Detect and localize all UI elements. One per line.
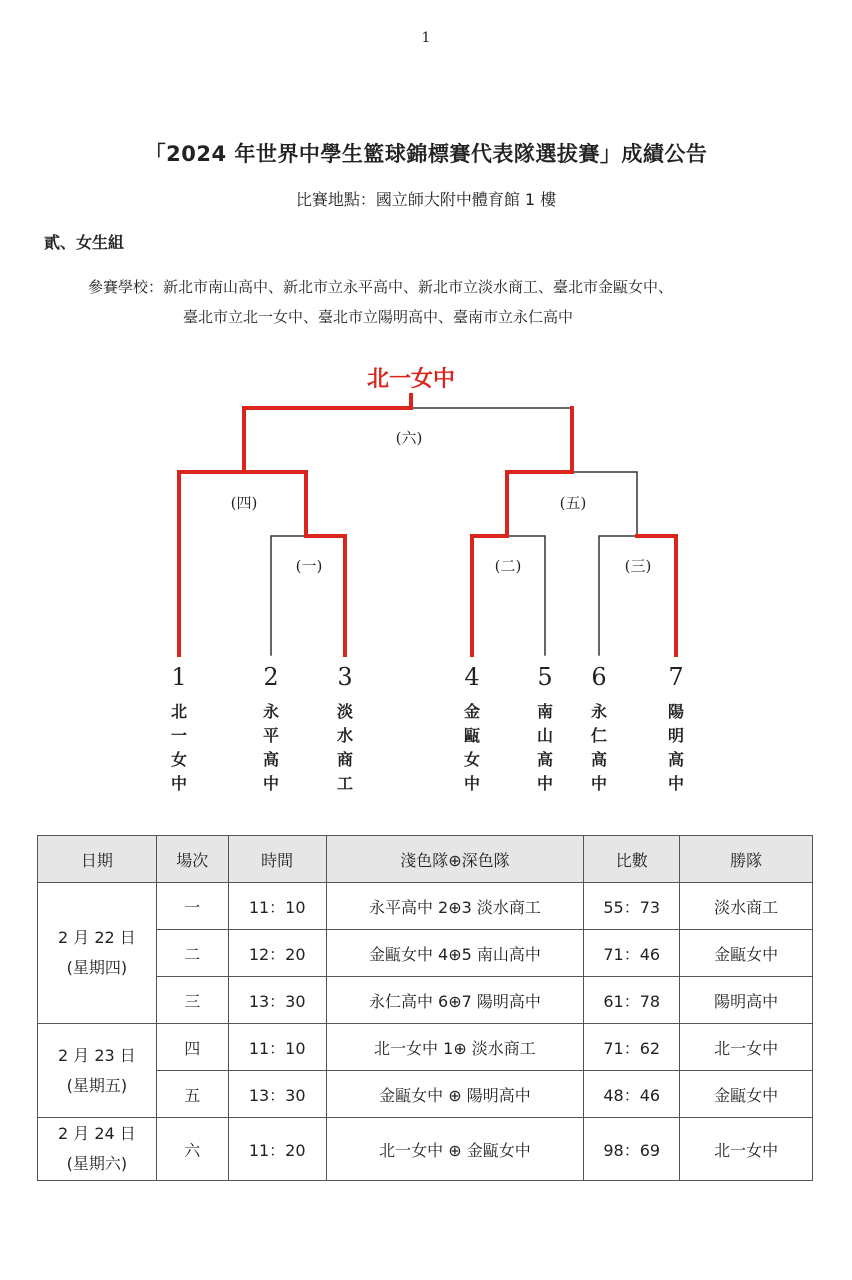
table-row bbox=[38, 883, 813, 930]
bracket-lines-loss bbox=[244, 408, 637, 655]
results-table bbox=[37, 835, 813, 1181]
champion-label: 北一女中 bbox=[366, 367, 455, 392]
header-score: 比數 bbox=[584, 836, 680, 883]
team-name-4: 金 甌 女 中 bbox=[463, 702, 480, 793]
game-cell: 五 bbox=[156, 1071, 228, 1118]
round-label-3: (三) bbox=[624, 557, 652, 575]
team-name-7: 陽 明 高 中 bbox=[667, 702, 684, 793]
score-cell: 71：62 bbox=[584, 1024, 680, 1071]
header-time: 時間 bbox=[228, 836, 326, 883]
page-number: 1 bbox=[421, 30, 431, 46]
schools-line-2: 臺北市立北一女中、臺北市立陽明高中、臺南市立永仁高中 bbox=[183, 308, 574, 326]
table-row bbox=[38, 1024, 813, 1071]
game-cell: 四 bbox=[156, 1024, 228, 1071]
seed-6: 6 bbox=[591, 663, 607, 691]
team-name-6: 永 仁 高 中 bbox=[590, 702, 607, 793]
venue: 比賽地點：國立師大附中體育館 1 樓 bbox=[295, 190, 557, 209]
game-cell: 一 bbox=[156, 883, 228, 930]
winner-cell: 金甌女中 bbox=[680, 1071, 813, 1118]
schools-line-1: 參賽學校：新北市南山高中、新北市立永平高中、新北市立淡水商工、臺北市金甌女中、 bbox=[88, 278, 674, 296]
winner-cell: 北一女中 bbox=[680, 1024, 813, 1071]
seed-2: 2 bbox=[263, 663, 279, 691]
match-cell: 永仁高中 6⊕7 陽明高中 bbox=[326, 977, 584, 1024]
round-label-4: (四) bbox=[230, 494, 258, 512]
match-cell: 金甌女中 4⊕5 南山高中 bbox=[326, 930, 584, 977]
table-row bbox=[38, 1118, 813, 1181]
tournament-bracket bbox=[0, 350, 852, 660]
time-cell: 13：30 bbox=[228, 977, 326, 1024]
game-cell: 三 bbox=[156, 977, 228, 1024]
match-cell: 北一女中 ⊕ 金甌女中 bbox=[326, 1118, 584, 1181]
section-heading: 貳、女生組 bbox=[44, 233, 125, 252]
page-title: 「2024 年世界中學生籃球錦標賽代表隊選拔賽」成績公告 bbox=[144, 142, 708, 166]
date-cell: 2 月 23 日 (星期五) bbox=[38, 1024, 157, 1118]
winner-cell: 北一女中 bbox=[680, 1118, 813, 1181]
time-cell: 11：10 bbox=[228, 883, 326, 930]
winner-cell: 陽明高中 bbox=[680, 977, 813, 1024]
date-cell: 2 月 22 日 (星期四) bbox=[38, 883, 157, 1024]
team-name-1: 北 一 女 中 bbox=[170, 702, 187, 793]
seed-3: 3 bbox=[337, 663, 353, 691]
time-cell: 12：20 bbox=[228, 930, 326, 977]
time-cell: 11：20 bbox=[228, 1118, 326, 1181]
header-date: 日期 bbox=[38, 836, 157, 883]
seed-5: 5 bbox=[537, 663, 553, 691]
score-cell: 48：46 bbox=[584, 1071, 680, 1118]
seed-4: 4 bbox=[464, 663, 480, 691]
team-name-3: 淡 水 商 工 bbox=[336, 702, 353, 793]
team-name-5: 南 山 高 中 bbox=[536, 702, 553, 793]
winner-cell: 金甌女中 bbox=[680, 930, 813, 977]
round-label-1: (一) bbox=[295, 557, 323, 575]
time-cell: 11：10 bbox=[228, 1024, 326, 1071]
seed-7: 7 bbox=[668, 663, 684, 691]
score-cell: 71：46 bbox=[584, 930, 680, 977]
score-cell: 55：73 bbox=[584, 883, 680, 930]
round-label-6: (六) bbox=[395, 429, 423, 447]
match-cell: 永平高中 2⊕3 淡水商工 bbox=[326, 883, 584, 930]
match-cell: 金甌女中 ⊕ 陽明高中 bbox=[326, 1071, 584, 1118]
game-cell: 六 bbox=[156, 1118, 228, 1181]
round-label-5: (五) bbox=[559, 494, 587, 512]
match-cell: 北一女中 1⊕ 淡水商工 bbox=[326, 1024, 584, 1071]
round-label-2: (二) bbox=[494, 557, 522, 575]
header-match: 淺色隊⊕深色隊 bbox=[326, 836, 584, 883]
seed-1: 1 bbox=[171, 663, 187, 691]
date-cell: 2 月 24 日 (星期六) bbox=[38, 1118, 157, 1181]
header-game: 場次 bbox=[156, 836, 228, 883]
team-name-2: 永 平 高 中 bbox=[262, 702, 279, 793]
winner-cell: 淡水商工 bbox=[680, 883, 813, 930]
time-cell: 13：30 bbox=[228, 1071, 326, 1118]
score-cell: 61：78 bbox=[584, 977, 680, 1024]
header-winner: 勝隊 bbox=[680, 836, 813, 883]
table-header-row bbox=[38, 836, 813, 883]
game-cell: 二 bbox=[156, 930, 228, 977]
score-cell: 98：69 bbox=[584, 1118, 680, 1181]
